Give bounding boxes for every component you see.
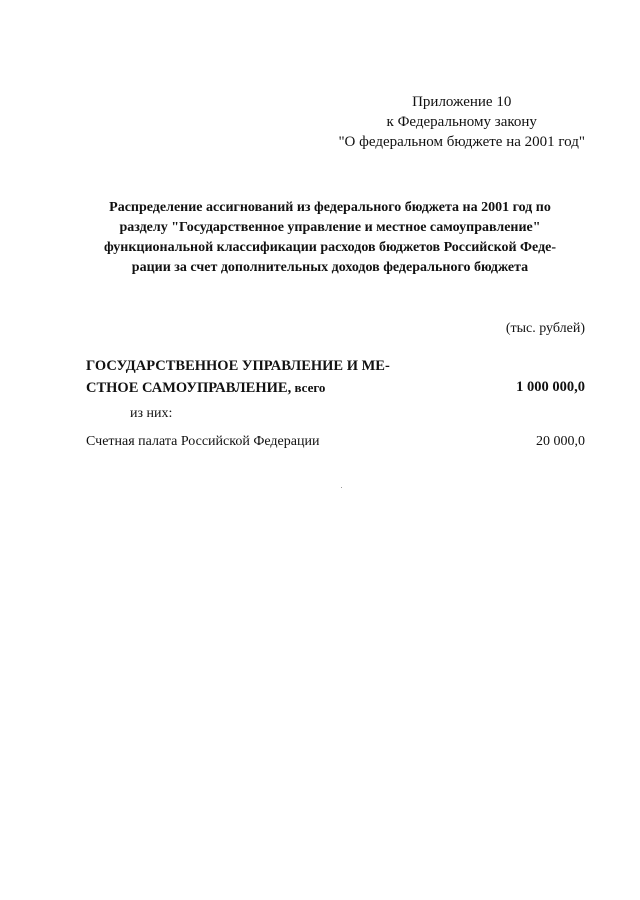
scan-speck — [341, 487, 342, 488]
section-heading-line-2-text: СТНОЕ САМОУПРАВЛЕНИЕ, — [86, 380, 292, 396]
section-heading-line-1: ГОСУДАРСТВЕННОЕ УПРАВЛЕНИЕ И МЕ- — [86, 358, 390, 374]
title-line-4: рации за счет дополнительных доходов федерального бюджета — [131, 260, 529, 275]
section-total-value: 1 000 000,0 — [516, 379, 585, 395]
section-heading-suffix: всего — [291, 380, 326, 395]
title-line-2: разделу "Государственное управление и местное самоуправление" — [119, 220, 541, 235]
appendix-reference — [338, 92, 585, 152]
of-which-label: из них: — [130, 406, 173, 421]
appendix-law-ref: к Федеральному закону — [386, 114, 537, 130]
appendix-number: Приложение 10 — [412, 94, 512, 110]
appendix-law-title: "О федеральном бюджете на 2001 год" — [338, 134, 585, 150]
document-title — [70, 198, 590, 278]
section-heading — [86, 356, 390, 399]
table-row-label: Счетная палата Российской Федерации — [86, 434, 320, 449]
title-line-3: функциональной классификации расходов бюджетов Российской Феде- — [103, 240, 557, 255]
table-row-value: 20 000,0 — [536, 434, 585, 449]
units-label: (тыс. рублей) — [505, 321, 585, 336]
title-line-1: Распределение ассигнований из федерального бюджета на 2001 год по — [109, 200, 551, 215]
section-heading-line-2 — [86, 377, 390, 399]
